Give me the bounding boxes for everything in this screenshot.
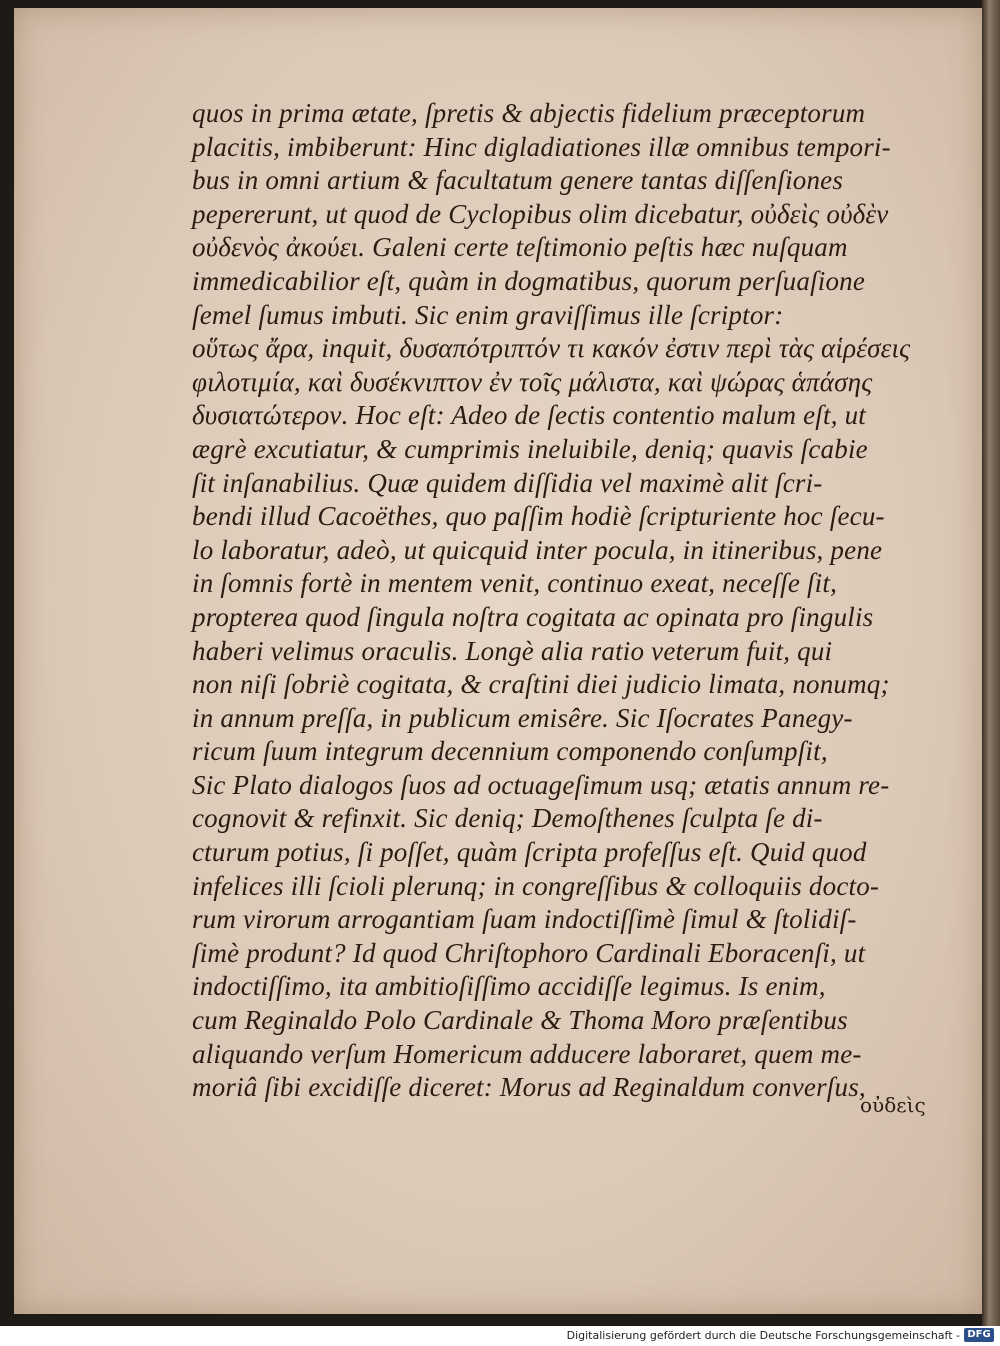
body-text [192,97,922,1105]
text-line: immedicabilior eſt, quàm in dogmatibus, quorum perſuaſione [192,265,866,296]
text-line: aliquando verſum Homericum adducere laboraret, quem me- [192,1038,862,1069]
text-line: cturum potius, ſi poſſet, quàm ſcripta profeſſus eſt. Quid quod [192,837,867,868]
book-edge [982,0,1000,1326]
text-line: ſemel ſumus imbuti. Sic enim graviſſimus ille ſcriptor: [192,299,784,330]
text-line: bus in omni artium & facultatum genere tantas diſſenſiones [192,165,844,196]
text-line: in ſomnis fortè in mentem venit, continuo exeat, neceſſe ſit, [192,568,838,599]
text-line: cognovit & refinxit. Sic deniq; Demoſthenes ſculpta ſe di- [192,803,823,834]
text-line: οὐδενὸς ἀκούει. Galeni certe teſtimonio peſtis hæc nuſquam [192,232,848,263]
text-line: rum virorum arrogantiam ſuam indoctiſſimè ſimul & ſtolidiſ- [192,904,857,935]
text-line: propterea quod ſingula noſtra cogitata ac opinata pro ſingulis [192,601,874,632]
text-line: placitis, imbiberunt: Hinc digladiationes illæ omnibus tempori- [192,131,891,162]
footer-bar [0,1326,1000,1346]
text-line: ſit inſanabilius. Quæ quidem diſſidia vel maximè alit ſcri- [192,467,823,498]
text-line: haberi velimus oraculis. Longè alia ratio veterum fuit, qui [192,635,833,666]
footer-credit: Digitalisierung gefördert durch die Deutsche Forschungsgemeinschaft - [566,1329,960,1342]
text-line: in annum preſſa, in publicum emisêre. Sic Iſocrates Panegy- [192,702,853,733]
text-line: φιλοτιμία, καὶ δυσέκνιπτον ἐν τοῖς μάλιστα, καὶ ψώρας ἁπάσης [192,366,873,397]
catchword: οὐδεὶς [860,1093,926,1117]
text-line: Sic Plato dialogos ſuos ad octuageſimum usq; ætatis annum re- [192,769,890,800]
text-line: ricum ſuum integrum decennium componendo conſumpſit, [192,736,828,767]
text-line: moriâ ſibi excidiſſe diceret: Morus ad Reginaldum converſus, [192,1072,866,1103]
text-line: infelices illi ſcioli plerunq; in congreſſibus & colloquiis docto- [192,870,880,901]
text-line: cum Reginaldo Polo Cardinale & Thoma Moro præſentibus [192,1005,848,1036]
text-line: indoctiſſimo, ita ambitioſiſſimo accidiſſe legimus. Is enim, [192,971,826,1002]
text-line: bendi illud Cacoëthes, quo paſſim hodiè ſcripturiente hoc ſecu- [192,501,885,532]
text-line: οὕτως ἄρα, inquit, δυσαπότριπτόν τι κακόν ἐστιν περὶ τὰς αἱρέσεις [192,333,911,364]
text-line: quos in prima ætate, ſpretis & abjectis fidelium præceptorum [192,98,866,128]
text-line: pepererunt, ut quod de Cyclopibus olim dicebatur, οὐδεὶς οὐδὲν [192,198,889,229]
text-line: δυσιατώτερον. Hoc eſt: Adeo de ſectis contentio malum eſt, ut [192,400,867,431]
dfg-logo: DFG [964,1328,994,1342]
text-line: ſimè produnt? Id quod Chriſtophoro Cardinali Eboracenſi, ut [192,937,866,968]
text-line: ægrè excutiatur, & cumprimis ineluibile, deniq; quavis ſcabie [192,433,868,464]
text-line: non niſi ſobriè cogitata, & craſtini diei judicio limata, nonumq; [192,669,890,700]
text-line: lo laboratur, adeò, ut quicquid inter pocula, in itineribus, pene [192,534,883,565]
